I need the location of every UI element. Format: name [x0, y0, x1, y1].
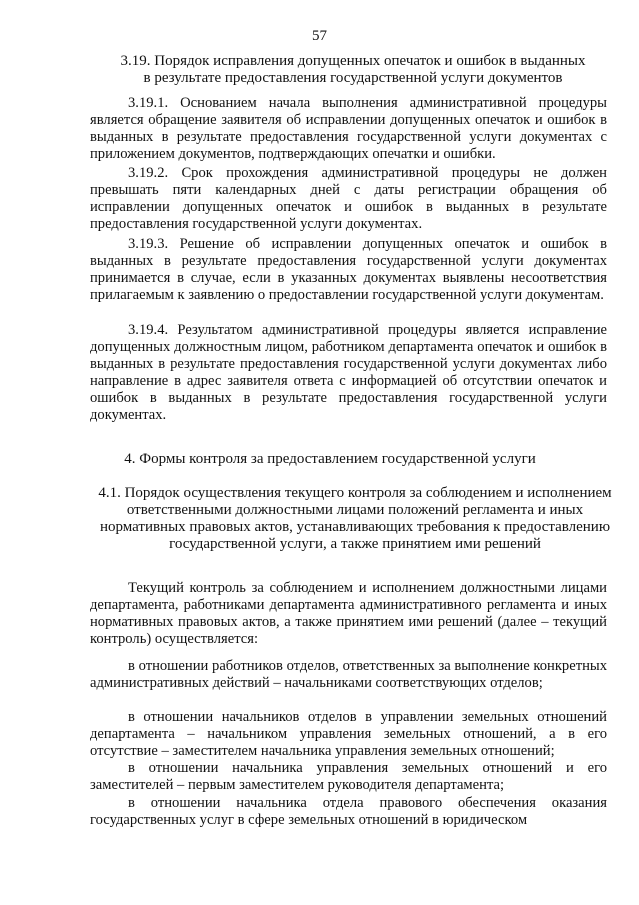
paragraph-3-19-2 — [90, 165, 607, 233]
section-4-heading: 4. Формы контроля за предоставлением государственной услуги — [124, 451, 536, 467]
item-number: 3.19.4. — [128, 322, 169, 338]
control-paragraph-4: в отношении начальника отдела правового обеспечения оказания государственных услуг в сфере земельных отношений в юридическом — [90, 795, 607, 828]
item-text: Результатом административной процедуры является исправление допущенных должностным лицом, работником департамента опечаток и ошибок в выданных в результате предоставления государственной услуги документах либо направление в адрес заявителя ответа с информацией об отсутствии опечаток и ошибок в выданных в результате предоставления государственной услуги документах. — [90, 322, 607, 423]
control-paragraph-intro: Текущий контроль за соблюдением и исполнением должностными лицами департамента, работниками департамента административного регламента и иных нормативных правовых актов, а также принятием ими решений (далее – текущий контроль) осуществляется: — [90, 580, 607, 647]
item-text: Основанием начала выполнения административной процедуры является обращение заявителя об исправлении допущенных опечаток и ошибок в выданных в результате предоставления государственной услуги документах с приложением документов, подтверждающих опечатки и ошибки. — [90, 95, 607, 162]
paragraph-3-19-1 — [90, 95, 607, 163]
item-number: 3.19.3. — [128, 236, 169, 252]
item-number: 3.19.2. — [128, 165, 169, 181]
item-text: Срок прохождения административной процедуры не должен превышать пяти календарных дней с даты регистрации обращения об исправлении допущенных опечаток и ошибок в выданных в результате предоставления государственной услуги документах. — [90, 165, 607, 232]
paragraph-3-19-3 — [90, 236, 607, 304]
page-number: 57 — [312, 28, 327, 44]
paragraph-3-19-4 — [90, 322, 607, 424]
item-text: Решение об исправлении допущенных опечаток и ошибок в выданных в результате предоставления государственной услуги документах принимается в случае, если в указанных документах выявлены несоответствия прилагаемым к заявлению о предоставлении государственной услуги документам. — [90, 236, 607, 303]
control-paragraph-3: в отношении начальника управления земельных отношений и его заместителей – первым заместителем руководителя департамента; — [90, 760, 607, 793]
control-paragraph-2: в отношении начальников отделов в управлении земельных отношений департамента – начальником управления земельных отношений, а в его отсутствие – заместителем начальника управления земельных отношений; — [90, 709, 607, 759]
item-number: 3.19.1. — [128, 95, 169, 111]
section-4-1-heading: 4.1. Порядок осуществления текущего контроля за соблюдением и исполнением ответственными должностными лицами положений регламента и иных нормативных правовых актов, устанавливающих требования к предоставлению государственной услуги, а также принятием ими решений — [98, 485, 612, 552]
section-3-19-heading: 3.19. Порядок исправления допущенных опечаток и ошибок в выданных в результате предоставления государственной услуги документов — [120, 53, 586, 86]
control-paragraph-1: в отношении работников отделов, ответственных за выполнение конкретных административных действий – начальниками соответствующих отделов; — [90, 658, 607, 691]
